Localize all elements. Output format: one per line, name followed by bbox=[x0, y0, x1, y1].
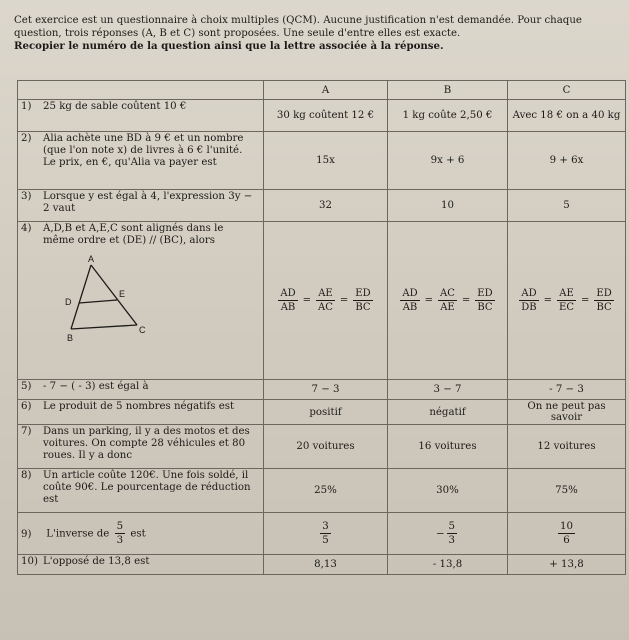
answer-b bbox=[388, 513, 508, 555]
denominator: AB bbox=[402, 302, 418, 313]
answer-b: 16 voitures bbox=[388, 425, 508, 469]
question-number: 8) bbox=[21, 470, 32, 481]
question-5 bbox=[18, 380, 264, 400]
numerator: 10 bbox=[560, 521, 573, 532]
answer-c bbox=[508, 222, 626, 380]
segment-bc bbox=[71, 325, 137, 329]
equals-sign: = bbox=[461, 295, 471, 306]
question-3 bbox=[18, 190, 264, 222]
question-9 bbox=[18, 513, 264, 555]
answer-a: 7 − 3 bbox=[264, 380, 388, 400]
instructions bbox=[14, 14, 614, 53]
question-10 bbox=[18, 555, 264, 575]
answer-a: 32 bbox=[264, 190, 388, 222]
fraction bbox=[594, 287, 613, 314]
answer-b: 9x + 6 bbox=[388, 132, 508, 190]
question-text-after: est bbox=[130, 528, 146, 540]
answer-b: négatif bbox=[388, 400, 508, 425]
answer-c: + 13,8 bbox=[508, 555, 626, 575]
header-question bbox=[18, 81, 264, 100]
equals-sign: = bbox=[339, 295, 349, 306]
fraction bbox=[278, 287, 297, 314]
answer-c: 75% bbox=[508, 469, 626, 513]
segment-ab bbox=[71, 265, 91, 329]
qcm-table bbox=[17, 80, 626, 575]
answer-c: 12 voitures bbox=[508, 425, 626, 469]
question-row-7 bbox=[18, 425, 626, 469]
question-row-8 bbox=[18, 469, 626, 513]
question-text-before: L'inverse de bbox=[46, 528, 110, 540]
equals-sign: = bbox=[581, 295, 590, 306]
answer-c bbox=[508, 513, 626, 555]
point-a-label: A bbox=[88, 254, 95, 264]
denominator: DB bbox=[521, 302, 537, 313]
question-number: 9) bbox=[21, 528, 32, 540]
instructions-line-3: Recopier le numéro de la question ainsi que la lettre associée à la réponse. bbox=[14, 40, 444, 52]
question-text: Lorsque y est égal à 4, l'expression 3y − 2 vaut bbox=[43, 191, 253, 214]
numerator: AD bbox=[402, 288, 418, 299]
question-text: A,D,B et A,E,C sont alignés dans le même ordre et (DE) // (BC), alors bbox=[43, 223, 224, 246]
fraction bbox=[519, 287, 538, 314]
numerator: ED bbox=[355, 288, 371, 299]
question-row-9 bbox=[18, 513, 626, 555]
header-c: C bbox=[508, 81, 626, 100]
question-number: 2) bbox=[21, 133, 32, 144]
answer-a: 15x bbox=[264, 132, 388, 190]
fraction bbox=[475, 287, 494, 314]
question-number: 7) bbox=[21, 426, 32, 437]
segment-de bbox=[79, 300, 117, 303]
denominator: AB bbox=[280, 302, 296, 313]
equals-sign: = bbox=[302, 295, 312, 306]
question-8 bbox=[18, 469, 264, 513]
fraction bbox=[316, 287, 335, 314]
question-1 bbox=[18, 100, 264, 132]
numerator: 5 bbox=[448, 521, 456, 532]
answer-b: 1 kg coûte 2,50 € bbox=[388, 100, 508, 132]
answer-c: - 7 − 3 bbox=[508, 380, 626, 400]
minus-sign: − bbox=[435, 528, 445, 540]
question-6 bbox=[18, 400, 264, 425]
answer-b: - 13,8 bbox=[388, 555, 508, 575]
numerator: AD bbox=[521, 288, 537, 299]
answer-c: 9 + 6x bbox=[508, 132, 626, 190]
denominator: 6 bbox=[563, 535, 570, 546]
question-row-4 bbox=[18, 222, 626, 380]
question-4 bbox=[18, 222, 264, 380]
numerator: AD bbox=[280, 288, 296, 299]
numerator: AE bbox=[318, 288, 333, 299]
fraction bbox=[115, 520, 125, 547]
question-row-2 bbox=[18, 132, 626, 190]
numerator: ED bbox=[596, 288, 612, 299]
ratio-equality bbox=[398, 287, 496, 314]
question-text: 25 kg de sable coûtent 10 € bbox=[43, 101, 187, 112]
answer-c: 5 bbox=[508, 190, 626, 222]
answer-a: 8,13 bbox=[264, 555, 388, 575]
fraction bbox=[353, 287, 372, 314]
question-7 bbox=[18, 425, 264, 469]
header-row bbox=[18, 81, 626, 100]
denominator: AE bbox=[440, 302, 455, 313]
answer-a: 25% bbox=[264, 469, 388, 513]
instructions-line-1: Cet exercice est un questionnaire à choix multiples (QCM). Aucune justification n'est demandée. Pour chaque bbox=[14, 15, 582, 26]
question-number: 4) bbox=[21, 223, 32, 234]
question-row-5 bbox=[18, 380, 626, 400]
fraction bbox=[557, 287, 576, 314]
point-e-label: E bbox=[119, 289, 126, 299]
denominator: BC bbox=[355, 302, 371, 313]
point-d-label: D bbox=[65, 297, 72, 307]
answer-a bbox=[264, 222, 388, 380]
numerator: 5 bbox=[116, 521, 124, 532]
denominator: BC bbox=[477, 302, 493, 313]
question-text: L'opposé de 13,8 est bbox=[43, 556, 150, 567]
point-b-label: B bbox=[67, 333, 74, 343]
question-number: 3) bbox=[21, 191, 32, 202]
numerator: AC bbox=[440, 288, 455, 299]
segment-ac bbox=[91, 265, 137, 325]
equals-sign: = bbox=[543, 295, 553, 306]
question-text: Dans un parking, il y a des motos et des voitures. On compte 28 véhicules et 80 roues. Il y a donc bbox=[43, 426, 250, 461]
question-2 bbox=[18, 132, 264, 190]
fraction bbox=[558, 520, 575, 547]
fraction bbox=[447, 520, 457, 547]
denominator: EC bbox=[559, 302, 574, 313]
denominator: AC bbox=[318, 302, 333, 313]
answer-c: On ne peut pas savoir bbox=[508, 400, 626, 425]
answer-a: 20 voitures bbox=[264, 425, 388, 469]
question-row-3 bbox=[18, 190, 626, 222]
equals-sign: = bbox=[424, 295, 434, 306]
question-number: 1) bbox=[21, 101, 32, 112]
numerator: AE bbox=[559, 288, 574, 299]
fraction bbox=[400, 287, 419, 314]
denominator: 3 bbox=[448, 535, 456, 546]
denominator: BC bbox=[596, 302, 612, 313]
question-text: Le produit de 5 nombres négatifs est bbox=[43, 401, 235, 412]
answer-b bbox=[388, 222, 508, 380]
question-number: 5) bbox=[21, 381, 32, 392]
question-row-6 bbox=[18, 400, 626, 425]
ratio-equality bbox=[276, 287, 374, 314]
question-text: Un article coûte 120€. Une fois soldé, il coûte 90€. Le pourcentage de réduction est bbox=[43, 470, 251, 505]
ratio-equality bbox=[517, 287, 615, 314]
denominator: 5 bbox=[322, 535, 329, 546]
answer-b: 10 bbox=[388, 190, 508, 222]
header-b: B bbox=[388, 81, 508, 100]
denominator: 3 bbox=[116, 535, 124, 546]
question-text: - 7 − ( - 3) est égal à bbox=[43, 381, 149, 392]
numerator: ED bbox=[477, 288, 493, 299]
answer-b: 3 − 7 bbox=[388, 380, 508, 400]
question-number: 10) bbox=[21, 556, 38, 567]
point-c-label: C bbox=[139, 325, 146, 335]
answer-c: Avec 18 € on a 40 kg bbox=[508, 100, 626, 132]
instructions-line-2: question, trois réponses (A, B et C) sont proposées. Une seule d'entre elles est exacte. bbox=[14, 28, 461, 39]
header-a: A bbox=[264, 81, 388, 100]
fraction bbox=[438, 287, 457, 314]
question-row-10 bbox=[18, 555, 626, 575]
answer-a bbox=[264, 513, 388, 555]
question-text: Alia achète une BD à 9 € et un nombre (que l'on note x) de livres à 6 € l'unité. Le prix, en €, qu'Alia va payer est bbox=[43, 133, 244, 168]
answer-b: 30% bbox=[388, 469, 508, 513]
question-row-1 bbox=[18, 100, 626, 132]
triangle-figure bbox=[59, 253, 169, 345]
answer-a: 30 kg coûtent 12 € bbox=[264, 100, 388, 132]
question-number: 6) bbox=[21, 401, 32, 412]
numerator: 3 bbox=[322, 521, 329, 532]
answer-a: positif bbox=[264, 400, 388, 425]
fraction bbox=[320, 520, 330, 547]
